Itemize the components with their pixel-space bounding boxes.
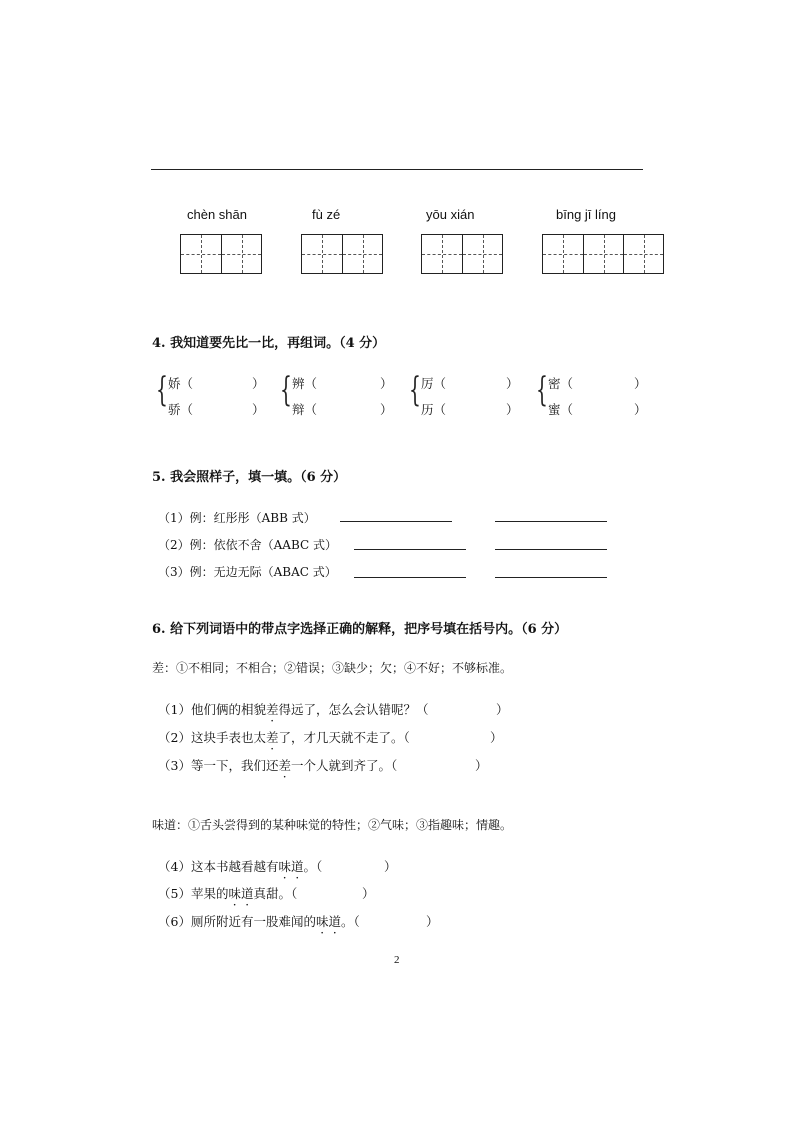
definition-cha: 差：①不相同；不相合；②错误；③缺少；欠；④不好；不够标准。 [152,661,513,675]
writing-grid[interactable] [301,234,383,274]
question-5-heading: 5. 我会照样子，填一填。（6 分） [152,470,347,485]
char-bottom: 辩（ [292,402,318,417]
paren-close: ） [475,758,488,773]
sentence-item: （6）厕所附近有一股难闻的味道。（ [158,914,360,929]
writing-grid[interactable] [421,234,503,274]
definition-weidao: 味道：①舌头尝得到的某种味觉的特性；②气味；③指趣味；情趣。 [152,818,513,832]
answer-blank[interactable] [354,549,466,550]
grid-cell[interactable] [623,235,663,273]
paren-close: ） [634,376,647,391]
example-item: （2）例：依依不舍（AABC 式） [158,538,338,552]
sentence-item: （4）这本书越看越有味道。（ [158,859,323,874]
pinyin-label: fù zé [312,207,341,222]
grid-cell[interactable] [342,235,382,273]
question-4-heading: 4. 我知道要先比一比，再组词。（4 分） [152,336,386,351]
paren-close: ） [380,376,393,391]
char-top: 辨（ [292,376,318,391]
pinyin-label: yōu xián [426,207,475,222]
dotted-char: 味 [278,859,291,874]
question-6-heading: 6. 给下列词语中的带点字选择正确的解释，把序号填在括号内。（6 分） [152,622,568,637]
char-bottom: 骄（ [168,402,194,417]
grid-cell[interactable] [462,235,502,273]
grid-cell[interactable] [583,235,623,273]
paren-close: ） [252,402,265,417]
paren-close: ） [252,376,265,391]
char-bottom: 历（ [421,402,447,417]
char-top: 娇（ [168,376,194,391]
paren-close: ） [426,914,439,929]
paren-close: ） [362,886,375,901]
answer-blank[interactable] [495,521,607,522]
dotted-char: 差 [265,702,279,717]
pinyin-label: chèn shān [187,207,247,222]
writing-grid[interactable] [180,234,262,274]
header-rule [151,169,643,170]
sentence-item: （3）等一下，我们还差一个人就到齐了。（ [158,758,398,773]
dotted-char: 味 [315,914,329,929]
dotted-char: 道 [240,886,254,901]
dotted-char: 差 [278,758,291,773]
paren-close: ） [506,402,519,417]
dotted-char: 味 [228,886,241,901]
sentence-item: （1）他们俩的相貌差得远了，怎么会认错呢？（ [158,702,429,717]
example-item: （3）例：无边无际（ABAC 式） [158,565,337,579]
answer-blank[interactable] [340,521,452,522]
page-number: 2 [394,954,400,966]
brace: { [280,370,292,410]
grid-cell[interactable] [302,235,342,273]
grid-cell[interactable] [181,235,221,273]
paren-close: ） [380,402,393,417]
grid-cell[interactable] [543,235,583,273]
example-item: （1）例：红彤彤（ABB 式） [158,511,316,525]
char-top: 密（ [548,376,574,391]
char-bottom: 蜜（ [548,402,574,417]
grid-cell[interactable] [422,235,462,273]
answer-blank[interactable] [495,549,607,550]
sentence-item: （5）苹果的味道真甜。（ [158,886,298,901]
dotted-char: 道 [290,859,304,874]
paren-close: ） [490,730,503,745]
paren-close: ） [506,376,519,391]
writing-grid[interactable] [542,234,664,274]
pinyin-label: bīng jī líng [556,207,616,222]
brace: { [156,370,168,410]
answer-blank[interactable] [495,577,607,578]
grid-cell[interactable] [221,235,261,273]
brace: { [536,370,548,410]
paren-close: ） [634,402,647,417]
dotted-char: 差 [265,730,279,745]
char-top: 厉（ [421,376,447,391]
brace: { [409,370,421,410]
answer-blank[interactable] [354,577,466,578]
paren-close: ） [384,859,397,874]
dotted-char: 道 [328,914,341,929]
sentence-item: （2）这块手表也太差了，才几天就不走了。（ [158,730,410,745]
paren-close: ） [496,702,509,717]
